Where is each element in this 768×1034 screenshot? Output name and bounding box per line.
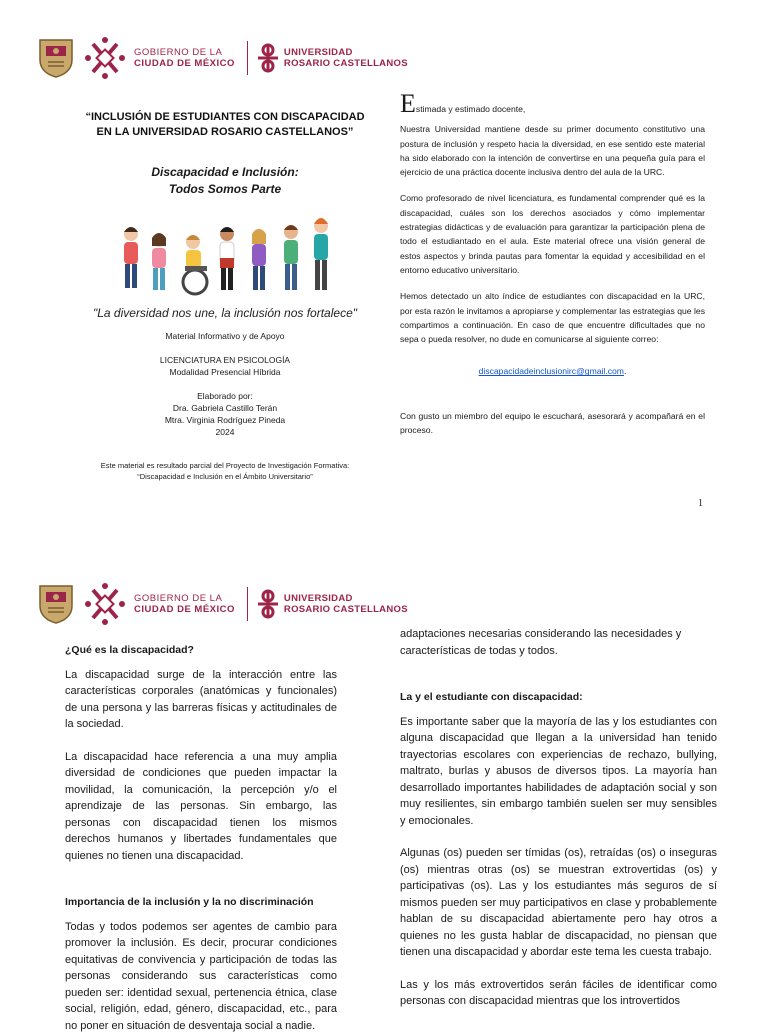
cdmx-shield-logo bbox=[38, 38, 74, 78]
page-number: 1 bbox=[698, 498, 703, 509]
email-period: . bbox=[624, 366, 626, 376]
urc-line-2: ROSARIO CASTELLANOS bbox=[284, 58, 408, 69]
paragraph: Todas y todos podemos ser agentes de cambio para promover la inclusión. Es decir, procurar condiciones equitativas de convivencia y participación de todas las personas considerando sus características como pueden ser: identidad sexual, pertenencia étnica, clase social, religión, edad, género, discapacidad, etc., para no poner en situación de desventaja social a nadie. bbox=[65, 919, 337, 1034]
letter-paragraph-3: Hemos detectado un alto índice de estudiantes con discapacidad en la URC, por esta razón le invitamos a apropiarse y complementar las estrategias que les compartimos a continuación. En caso de que encuentre dificultades que no sepa o pueda resolver, no dude en comunicarse al siguiente correo: bbox=[400, 289, 705, 346]
urc-wordmark bbox=[284, 47, 408, 69]
project-footnote bbox=[60, 460, 390, 482]
gobierno-cdmx-icon bbox=[84, 36, 126, 80]
subtitle-line-1: Discapacidad e Inclusión: bbox=[60, 164, 390, 181]
program-modality: Modalidad Presencial Híbrida bbox=[60, 366, 390, 378]
paragraph: adaptaciones necesarias considerando las necesidades y características de todas y todos. bbox=[400, 626, 717, 659]
publication-year: 2024 bbox=[60, 426, 390, 438]
urc-wordmark bbox=[284, 593, 408, 615]
cdmx-shield-logo bbox=[38, 584, 74, 624]
greeting-text: stimada y estimado docente, bbox=[416, 104, 525, 114]
drop-cap: E bbox=[400, 89, 416, 118]
header-logos bbox=[38, 580, 408, 628]
urc-line-2: ROSARIO CASTELLANOS bbox=[284, 604, 408, 615]
letter-paragraph-1: Nuestra Universidad mantiene desde su primer documento constitutivo una postura de inclusión y respeto hacia la diversidad, en ese sentido este material ha sido elaborado con la intención de convertirse en una pequeña guía para el ejercicio de una práctica docente inclusiva dentro del aula de la URC. bbox=[400, 122, 705, 179]
gob-line-1: GOBIERNO DE LA bbox=[134, 593, 235, 604]
urc-line-1: UNIVERSIDAD bbox=[284, 593, 408, 604]
section-heading-discapacidad: ¿Qué es la discapacidad? bbox=[65, 642, 337, 659]
footnote-line-1: Este material es resultado parcial del Proyecto de Investigación Formativa: bbox=[60, 460, 390, 471]
program-name: LICENCIATURA EN PSICOLOGÍA bbox=[60, 354, 390, 366]
gob-line-2: CIUDAD DE MÉXICO bbox=[134, 58, 235, 69]
author-2: Mtra. Virginia Rodríguez Pineda bbox=[60, 414, 390, 426]
letter-paragraph-2: Como profesorado de nivel licenciatura, es fundamental comprender qué es la discapacidad, cuáles son los derechos asociados y cómo implementar estrategias didácticas y de evaluación para garantizar la participación plena de todo el estudiantado en el aula. Este material ofrece una visión general de estos aspectos y brinda pautas para fomentar la equidad y accesibilidad en el entorno educativo universitario. bbox=[400, 191, 705, 277]
program-info bbox=[60, 354, 390, 378]
title-line-2: EN LA UNIVERSIDAD ROSARIO CASTELLANOS” bbox=[60, 125, 390, 140]
diverse-people-illustration bbox=[115, 210, 335, 300]
urc-line-1: UNIVERSIDAD bbox=[284, 47, 408, 58]
header-logos bbox=[38, 34, 408, 82]
page2-right-column bbox=[400, 626, 717, 1010]
document-subtitle bbox=[60, 164, 390, 198]
document-page-2 bbox=[0, 570, 768, 1024]
motto-quote: "La diversidad nos une, la inclusión nos fortalece" bbox=[60, 306, 390, 320]
gob-line-1: GOBIERNO DE LA bbox=[134, 47, 235, 58]
paragraph: Las y los más extrovertidos serán fáciles de identificar como personas con discapacidad mientras que los introvertidos bbox=[400, 977, 717, 1010]
letter-column bbox=[400, 92, 705, 437]
subtitle-line-2: Todos Somos Parte bbox=[60, 181, 390, 198]
authors-block bbox=[60, 390, 390, 438]
urc-icon bbox=[256, 589, 280, 619]
title-line-1: “INCLUSIÓN DE ESTUDIANTES CON DISCAPACIDAD bbox=[60, 110, 390, 125]
section-heading-inclusion: Importancia de la inclusión y la no discriminación bbox=[65, 894, 337, 911]
elaborated-label: Elaborado por: bbox=[60, 390, 390, 402]
gob-line-2: CIUDAD DE MÉXICO bbox=[134, 604, 235, 615]
paragraph: La discapacidad surge de la interacción entre las características corporales (anatómicas y funcionales) de una persona y las barreras físicas y actitudinales de la sociedad. bbox=[65, 667, 337, 733]
gobierno-wordmark bbox=[134, 47, 235, 69]
logo-divider bbox=[247, 587, 248, 621]
contact-email-link[interactable]: discapacidadeinclusionirc@gmail.com bbox=[479, 366, 624, 376]
contact-email-line bbox=[400, 364, 705, 378]
greeting bbox=[400, 92, 705, 116]
section-heading-estudiante: La y el estudiante con discapacidad: bbox=[400, 689, 717, 706]
logo-divider bbox=[247, 41, 248, 75]
document-title bbox=[60, 110, 390, 140]
gobierno-cdmx-icon bbox=[84, 582, 126, 626]
cover-column bbox=[60, 110, 390, 482]
paragraph: Es importante saber que la mayoría de las y los estudiantes con alguna discapacidad que llegan a la universidad han tenido trayectorias escolares con experiencias de rechazo, bullying, maltrato, burlas y abusos de diversos tipos. La mayoría han desarrollado importantes habilidades de adaptación social y son muy resilientes, sin embargo también suelen ser muy sensibles y emocionales. bbox=[400, 714, 717, 830]
paragraph: Algunas (os) pueden ser tímidas (os), retraídas (os) o inseguras (os) mientras otras (os) se muestran extrovertidas (os) y participativas (os). Las y los estudiantes más seguros de sí mismos pueden ser muy participativos en clase y probablemente hablan de su discapacidad abiertamente pero hay otros a quienes no les gusta hablar de discapacidad, no piensan que tienen una discapacidad y abordar este tema les cuesta trabajo. bbox=[400, 845, 717, 961]
material-type: Material Informativo y de Apoyo bbox=[60, 330, 390, 342]
paragraph: La discapacidad hace referencia a una muy amplia diversidad de condiciones que pueden impactar la movilidad, la comunicación, la percepción y/o el aprendizaje de las personas. Sin embargo, las personas con discapacidad tienen los mismos derechos humanos y libertades fundamentales que quienes no tienen una discapacidad. bbox=[65, 749, 337, 865]
author-1: Dra. Gabriela Castillo Terán bbox=[60, 402, 390, 414]
page-gap bbox=[0, 530, 768, 570]
letter-closing: Con gusto un miembro del equipo le escuchará, asesorará y acompañará en el proceso. bbox=[400, 409, 705, 438]
urc-icon bbox=[256, 43, 280, 73]
page2-left-column bbox=[65, 642, 337, 1034]
footnote-line-2: “Discapacidad e Inclusión en el Ámbito Universitario” bbox=[60, 471, 390, 482]
gobierno-wordmark bbox=[134, 593, 235, 615]
